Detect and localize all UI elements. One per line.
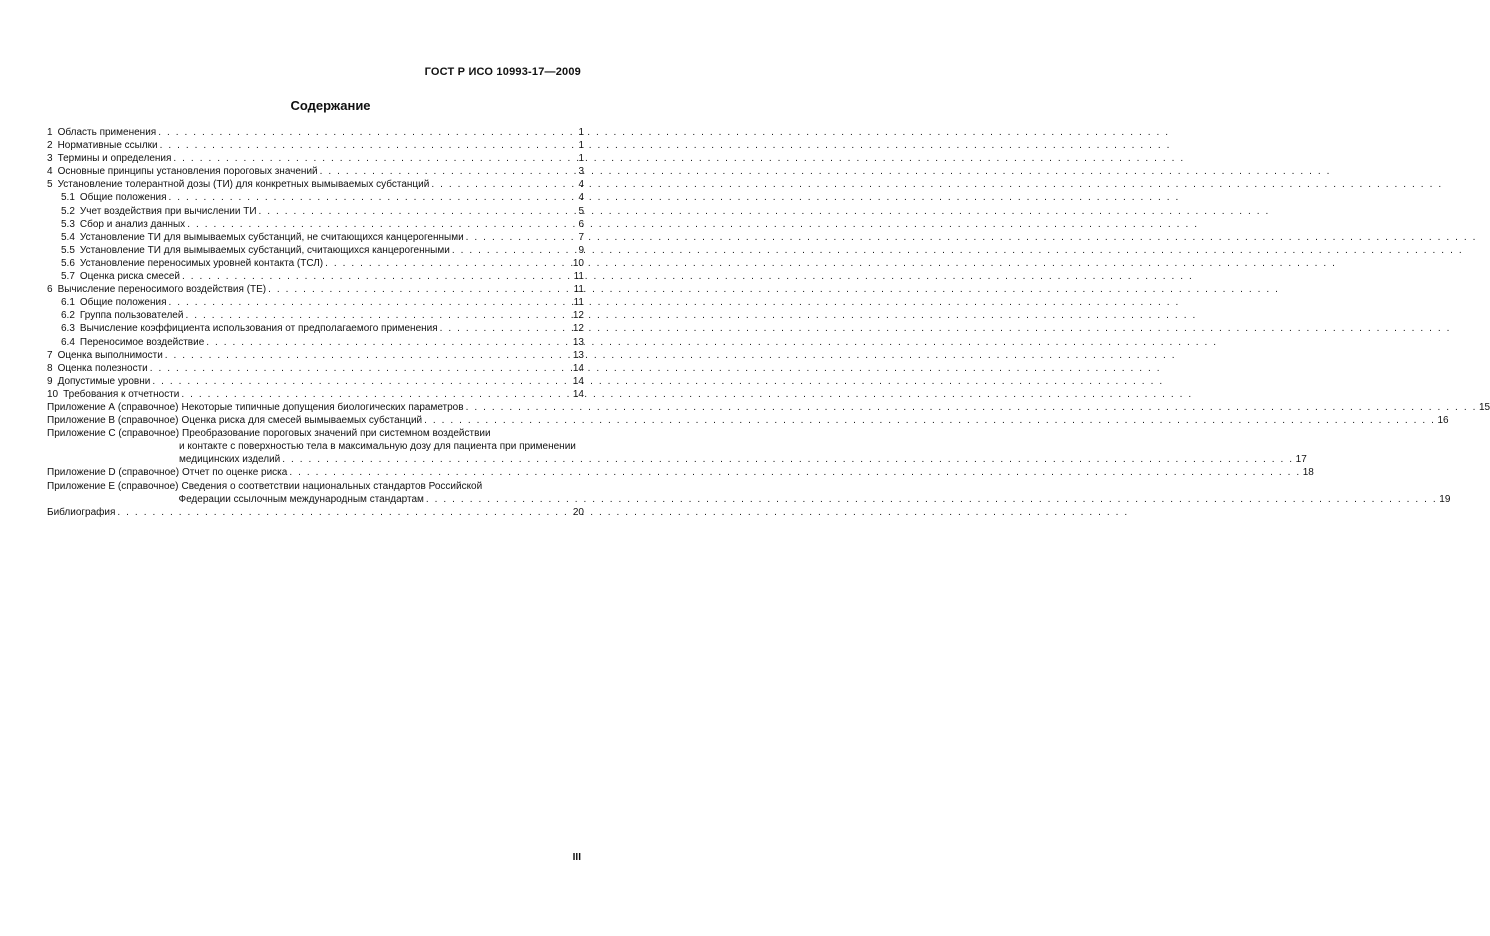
leader-dots — [150, 362, 571, 375]
toc-entry-label: Оценка полезности — [57, 362, 148, 374]
bibliography-label: Библиография — [47, 506, 116, 518]
toc-entry-label: Допустимые уровни — [57, 375, 151, 387]
toc-entry-page: 3 — [578, 166, 584, 178]
leader-dots — [158, 126, 572, 139]
toc-entry[interactable] — [47, 205, 584, 218]
appendix-line — [181, 414, 1448, 427]
appendix-entry[interactable] — [47, 466, 1314, 479]
toc-entry[interactable] — [47, 191, 584, 204]
leader-dots — [165, 349, 571, 362]
toc-entry-number: 3 — [47, 153, 53, 165]
toc-entry-label: Учет воздействия при вычислении ТИ — [79, 205, 257, 217]
leader-dots — [182, 270, 572, 283]
toc-entry[interactable] — [47, 126, 584, 139]
leader-dots — [206, 336, 571, 349]
appendix-body — [181, 401, 1490, 414]
toc-entry[interactable] — [47, 309, 584, 322]
appendix-page: 19 — [1439, 493, 1451, 505]
toc-entry-label: Установление переносимых уровней контакта (ТСЛ) — [79, 257, 324, 269]
toc-entry-page: 9 — [578, 244, 584, 256]
toc-entry-page: 11 — [573, 284, 584, 296]
toc-entry-label: Область применения — [57, 127, 157, 138]
leader-dots — [424, 414, 1435, 427]
toc-entry-number: 5.4 — [61, 231, 75, 243]
toc-entry-number: 2 — [47, 140, 53, 152]
appendix-line — [179, 440, 1307, 453]
appendix-title-line: Некоторые типичные допущения биологических параметров — [181, 401, 464, 413]
toc-entry-page: 13 — [572, 336, 584, 348]
appendix-page: 16 — [1437, 415, 1449, 427]
toc-entry-label: Требования к отчетности — [63, 388, 180, 400]
leader-dots — [452, 244, 572, 257]
toc-entry-page: 1 — [578, 140, 584, 152]
leader-dots — [152, 375, 571, 388]
appendix-page: 15 — [1478, 401, 1490, 413]
toc-entry[interactable] — [47, 322, 584, 335]
toc-entry-label: Сбор и анализ данных — [79, 218, 186, 230]
toc-entry[interactable] — [47, 178, 584, 191]
leader-dots — [268, 283, 571, 296]
appendix-heading: Приложение С (справочное) — [47, 428, 180, 440]
toc-entry-label: Оценка риска смесей — [79, 271, 180, 283]
toc-entry-number: 1 — [47, 127, 53, 138]
toc-entry-page: 14 — [572, 388, 584, 400]
leader-dots — [181, 388, 570, 401]
toc-entry-number: 5.5 — [61, 244, 75, 256]
appendix-entry[interactable] — [47, 414, 1449, 427]
toc-entry-number: 5 — [47, 179, 53, 191]
appendix-body — [181, 414, 1448, 427]
toc-entry-page: 7 — [578, 231, 584, 243]
toc-entry-label: Установление ТИ для вымываемых субстанций, считающихся канцерогенными — [79, 244, 450, 256]
toc-entry-number: 5.2 — [61, 205, 75, 217]
table-of-contents — [47, 126, 1490, 519]
toc-entry-page: 13 — [572, 349, 584, 361]
toc-entry-label: Основные принципы установления пороговых значений — [57, 166, 318, 178]
toc-entry-number: 6.3 — [61, 323, 75, 335]
leader-dots — [169, 191, 573, 204]
toc-entry-bibliography[interactable] — [47, 506, 584, 519]
toc-entry-label: Группа пользователей — [79, 310, 184, 322]
toc-entry-number: 5.7 — [61, 271, 75, 283]
page-number: III — [572, 852, 581, 863]
appendix-heading: Приложение D (справочное) — [47, 467, 180, 479]
toc-entry-number: 8 — [47, 362, 53, 374]
appendix-title-line: Федерации ссылочным международным стандартам — [178, 493, 424, 505]
leader-dots — [187, 218, 572, 231]
appendix-line — [182, 427, 1307, 440]
toc-entry-number: 5.6 — [61, 257, 75, 269]
toc-entry[interactable] — [47, 283, 584, 296]
leader-dots — [160, 139, 572, 152]
toc-entry[interactable] — [47, 388, 584, 401]
toc-entry[interactable] — [47, 336, 584, 349]
appendix-entry[interactable] — [47, 427, 1307, 466]
appendix-line — [181, 480, 1450, 493]
toc-entry[interactable] — [47, 362, 584, 375]
leader-dots — [259, 205, 572, 218]
toc-entry-label: Переносимое воздействие — [79, 336, 205, 348]
toc-entry-label: Установление ТИ для вымываемых субстанций, не считающихся канцерогенными — [79, 231, 464, 243]
toc-entry-label: Оценка выполнимости — [57, 349, 163, 361]
toc-entry[interactable] — [47, 375, 584, 388]
toc-entry-label: Вычисление коэффициента использования от предполагаемого применения — [79, 323, 438, 335]
appendix-page: 17 — [1295, 454, 1307, 466]
leader-dots — [440, 322, 571, 335]
toc-entry-page: 14 — [572, 362, 584, 374]
appendix-entry[interactable] — [47, 401, 1490, 414]
leader-dots — [169, 296, 572, 309]
leader-dots — [431, 178, 572, 191]
leader-dots — [426, 493, 1437, 506]
leader-dots — [185, 309, 570, 322]
toc-entry-page: 4 — [578, 192, 584, 204]
appendix-heading: Приложение Е (справочное) — [47, 480, 179, 492]
appendix-line — [181, 401, 1490, 414]
toc-entry-label: Установление толерантной дозы (ТИ) для конкретных вымываемых субстанций — [57, 179, 430, 191]
toc-entry-page: 14 — [572, 375, 584, 387]
toc-entry-number: 6 — [47, 284, 53, 296]
toc-entry-page: 11 — [573, 271, 584, 283]
toc-entry[interactable] — [47, 296, 584, 309]
toc-entry-label: Общие положения — [79, 297, 167, 309]
toc-entry-page: 6 — [578, 218, 584, 230]
toc-entry-number: 6.2 — [61, 310, 75, 322]
appendix-title-line: медицинских изделий — [179, 454, 281, 466]
toc-entry-page: 10 — [572, 257, 584, 269]
page-title: Содержание — [290, 98, 371, 113]
toc-entry-label: Термины и определения — [57, 153, 172, 165]
toc-entry-number: 5.1 — [61, 192, 75, 204]
appendix-body — [182, 466, 1314, 479]
toc-entry-label: Вычисление переносимого воздействия (ТЕ) — [57, 284, 267, 296]
toc-entry[interactable] — [47, 152, 584, 165]
toc-entry-number: 6.1 — [61, 297, 75, 309]
toc-entry[interactable] — [47, 165, 584, 178]
leader-dots — [289, 466, 1300, 479]
appendix-heading: Приложение А (справочное) — [47, 401, 179, 413]
leader-dots — [173, 152, 572, 165]
toc-entry[interactable] — [47, 218, 584, 231]
toc-entry[interactable] — [47, 270, 584, 283]
leader-dots — [282, 453, 1293, 466]
leader-dots — [466, 401, 1477, 414]
appendix-title-line: и контакте с поверхностью тела в максимальную дозу для пациента при применении — [179, 441, 576, 453]
appendix-body — [179, 427, 1307, 466]
appendix-line — [182, 466, 1314, 479]
appendix-line — [178, 493, 1450, 506]
toc-entry-number: 4 — [47, 166, 53, 178]
leader-dots — [325, 257, 571, 270]
toc-entry-number: 9 — [47, 375, 53, 387]
appendix-line — [179, 453, 1307, 466]
toc-entry-page: 1 — [578, 153, 584, 165]
appendix-page: 18 — [1302, 467, 1314, 479]
toc-entry[interactable] — [47, 349, 584, 362]
toc-entry[interactable] — [47, 257, 584, 270]
appendix-title-line: Преобразование пороговых значений при системном воздействии — [182, 428, 491, 440]
toc-entry-label: Нормативные ссылки — [57, 140, 158, 152]
toc-entry[interactable] — [47, 231, 584, 244]
appendix-title-line: Сведения о соответствии национальных стандартов Российской — [181, 480, 483, 492]
toc-entry-page: 4 — [578, 179, 584, 191]
bibliography-page: 20 — [572, 506, 584, 518]
toc-entry-number: 10 — [47, 388, 59, 400]
toc-entry-number: 7 — [47, 349, 53, 361]
appendix-title-line: Оценка риска для смесей вымываемых субстанций — [181, 415, 423, 427]
toc-entry-page: 5 — [578, 205, 584, 217]
leader-dots — [117, 506, 570, 519]
toc-entry-page: 11 — [573, 297, 584, 309]
toc-entry[interactable] — [47, 139, 584, 152]
toc-entry-number: 6.4 — [61, 336, 75, 348]
toc-entry-page: 1 — [578, 127, 584, 138]
toc-entry-label: Общие положения — [79, 192, 167, 204]
document-code: ГОСТ Р ИСО 10993-17—2009 — [424, 66, 581, 78]
appendix-heading: Приложение В (справочное) — [47, 415, 179, 427]
leader-dots — [466, 231, 572, 244]
toc-entry-page: 12 — [572, 310, 584, 322]
toc-entry[interactable] — [47, 244, 584, 257]
appendix-entry[interactable] — [47, 480, 1451, 506]
appendix-title-line: Отчет по оценке риска — [182, 467, 288, 479]
leader-dots — [320, 165, 572, 178]
toc-entry-page: 12 — [572, 323, 584, 335]
toc-entry-number: 5.3 — [61, 218, 75, 230]
appendix-body — [178, 480, 1451, 506]
